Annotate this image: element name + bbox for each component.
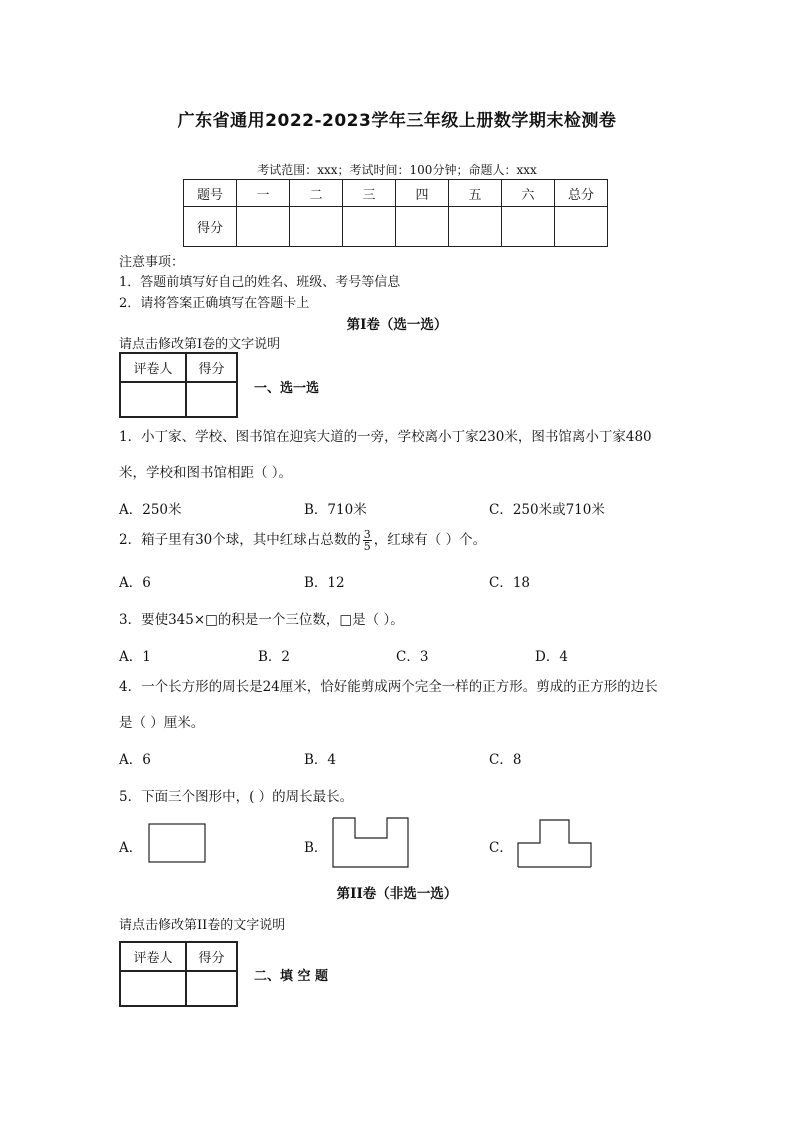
score-header-cell: 五 (449, 180, 502, 207)
score-cell[interactable] (290, 207, 343, 247)
fraction-numerator: 3 (363, 528, 371, 541)
score-table (183, 179, 608, 247)
volume1-hint[interactable]: 请点击修改第I卷的文字说明 (119, 337, 281, 352)
grader-score-cell[interactable] (186, 971, 237, 1006)
score-row-label: 得分 (184, 207, 237, 247)
fraction (363, 529, 372, 552)
notice-item: 1．答题前填写好自己的姓名、班级、考号等信息 (119, 275, 401, 290)
score-header-cell: 六 (502, 180, 555, 207)
score-table-header-row (184, 180, 608, 207)
grader-label: 评卷人 (120, 942, 186, 971)
option-b[interactable]: B． (304, 840, 328, 856)
option-c[interactable]: C．18 (489, 575, 531, 591)
grader-name-cell[interactable] (120, 382, 186, 417)
grader-box (119, 352, 238, 418)
question-1-line2: 米，学校和图书馆相距（ ）。 (119, 465, 293, 481)
option-a[interactable]: A．1 (119, 649, 151, 665)
part1-heading: 一、选一选 (254, 381, 320, 396)
question-3: 3．要使345×□的积是一个三位数，□是（ ）。 (119, 612, 404, 628)
option-c[interactable]: C． (489, 840, 513, 856)
option-d[interactable]: D．4 (535, 649, 568, 665)
option-a[interactable]: A． (119, 840, 143, 856)
score-header-cell: 四 (396, 180, 449, 207)
fraction-denominator: 5 (363, 540, 371, 553)
option-b[interactable]: B．2 (258, 649, 291, 665)
volume2-hint[interactable]: 请点击修改第II卷的文字说明 (119, 918, 286, 933)
notice-item: 2．请将答案正确填写在答题卡上 (119, 296, 310, 311)
score-cell[interactable] (555, 207, 608, 247)
grader-score-label: 得分 (186, 942, 237, 971)
score-cell[interactable] (502, 207, 555, 247)
score-header-cell: 二 (290, 180, 343, 207)
score-header-cell: 一 (237, 180, 290, 207)
option-b[interactable]: B．4 (304, 752, 337, 768)
score-cell[interactable] (343, 207, 396, 247)
question-1-line1: 1．小丁家、学校、图书馆在迎宾大道的一旁，学校离小丁家230米，图书馆离小丁家480 (119, 429, 652, 445)
option-b[interactable]: B．710米 (304, 502, 367, 518)
score-header-cell: 题号 (184, 180, 237, 207)
question-2-text-post: ，红球有（ ）个。 (373, 532, 487, 548)
grader-score-label: 得分 (186, 353, 237, 382)
option-c[interactable]: C．8 (489, 752, 522, 768)
score-cell[interactable] (449, 207, 502, 247)
option-b[interactable]: B．12 (304, 575, 345, 591)
question-5: 5．下面三个图形中，( ）的周长最长。 (119, 789, 354, 805)
grader-score-cell[interactable] (186, 382, 237, 417)
question-4-line1: 4．一个长方形的周长是24厘米，恰好能剪成两个完全一样的正方形。剪成的正方形的边长 (119, 679, 658, 695)
question-2-text-pre: 2．箱子里有30个球，其中红球占总数的 (119, 532, 361, 548)
grader-label: 评卷人 (120, 353, 186, 382)
volume1-title: 第I卷（选一选） (346, 317, 448, 333)
notice-heading: 注意事项： (119, 255, 185, 270)
grader-name-cell[interactable] (120, 971, 186, 1006)
page-title: 广东省通用2022-2023学年三年级上册数学期末检测卷 (177, 111, 617, 131)
question-4-line2: 是（ ）厘米。 (119, 715, 205, 731)
part2-heading: 二、填 空 题 (254, 969, 329, 984)
score-header-cell: 三 (343, 180, 396, 207)
exam-meta: 考试范围：xxx；考试时间：100分钟；命题人：xxx (257, 163, 537, 177)
rectangle-figure (148, 823, 208, 865)
score-table-score-row (184, 207, 608, 247)
score-cell[interactable] (237, 207, 290, 247)
grader-box (119, 941, 238, 1007)
score-cell[interactable] (396, 207, 449, 247)
question-2 (119, 528, 486, 552)
option-a[interactable]: A．6 (119, 575, 151, 591)
option-a[interactable]: A．250米 (119, 502, 182, 518)
score-header-cell: 总分 (555, 180, 608, 207)
option-a[interactable]: A．6 (119, 752, 151, 768)
volume2-title: 第II卷（非选一选） (336, 886, 458, 902)
notched-rectangle-figure (331, 816, 411, 870)
option-c[interactable]: C．3 (396, 649, 429, 665)
stepped-rectangle-figure (516, 818, 594, 870)
option-c[interactable]: C．250米或710米 (489, 502, 605, 518)
